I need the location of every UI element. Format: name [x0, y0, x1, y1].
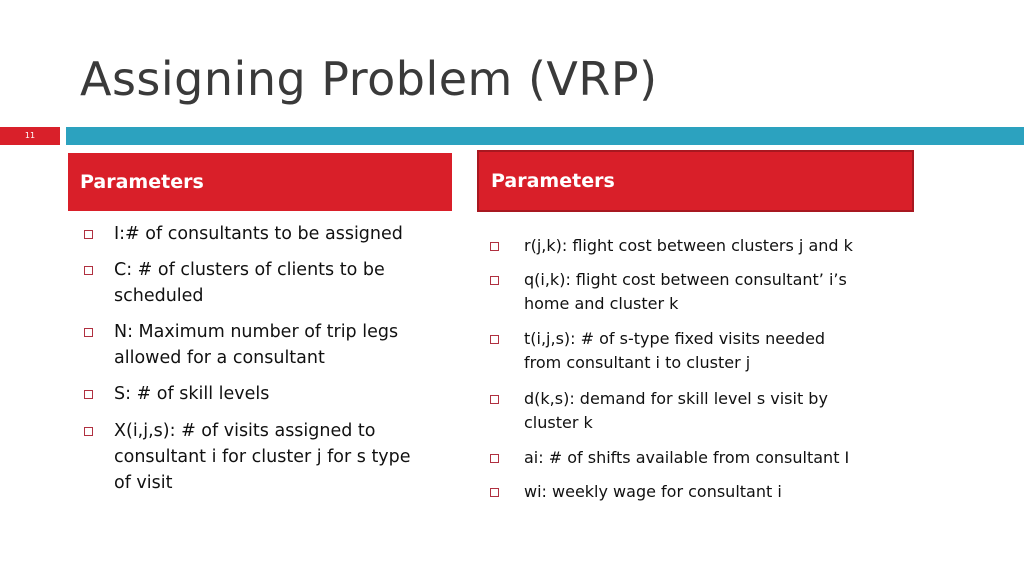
item-text: N: Maximum number of trip legs — [114, 322, 399, 342]
accent-bar — [66, 127, 1024, 145]
item-text: X(i,j,s): # of visits assigned to — [114, 421, 376, 441]
item-text: of visit — [114, 473, 173, 493]
item-text: q(i,k): flight cost between consultant’ i’s — [524, 270, 847, 289]
item-text: t(i,j,s): # of s-type fixed visits needed — [524, 329, 826, 348]
square-bullet-icon — [84, 390, 93, 399]
item-text: wi: weekly wage for consultant i — [524, 482, 782, 501]
item-text: S: # of skill levels — [114, 384, 270, 404]
item-text: r(j,k): flight cost between clusters j and k — [524, 236, 853, 255]
item-text: from consultant i to cluster j — [524, 353, 751, 372]
item-text: home and cluster k — [524, 294, 679, 313]
square-bullet-icon — [84, 328, 93, 337]
square-bullet-icon — [490, 276, 499, 285]
left-header: Parameters — [68, 153, 452, 211]
item-text: C: # of clusters of clients to be — [114, 260, 385, 280]
item-text: I:# of consultants to be assigned — [114, 224, 403, 244]
item-text: allowed for a consultant — [114, 348, 325, 368]
square-bullet-icon — [84, 427, 93, 436]
item-text: d(k,s): demand for skill level s visit by — [524, 389, 828, 408]
slide-number: 11 — [0, 127, 60, 145]
item-text: consultant i for cluster j for s type — [114, 447, 411, 467]
slide-title: Assigning Problem (VRP) — [80, 52, 658, 106]
square-bullet-icon — [84, 230, 93, 239]
item-text: ai: # of shifts available from consultant I — [524, 448, 850, 467]
square-bullet-icon — [490, 335, 499, 344]
right-header: Parameters — [477, 150, 914, 212]
square-bullet-icon — [490, 488, 499, 497]
square-bullet-icon — [490, 242, 499, 251]
item-text: scheduled — [114, 286, 204, 306]
square-bullet-icon — [490, 395, 499, 404]
item-text: cluster k — [524, 413, 593, 432]
square-bullet-icon — [84, 266, 93, 275]
square-bullet-icon — [490, 454, 499, 463]
